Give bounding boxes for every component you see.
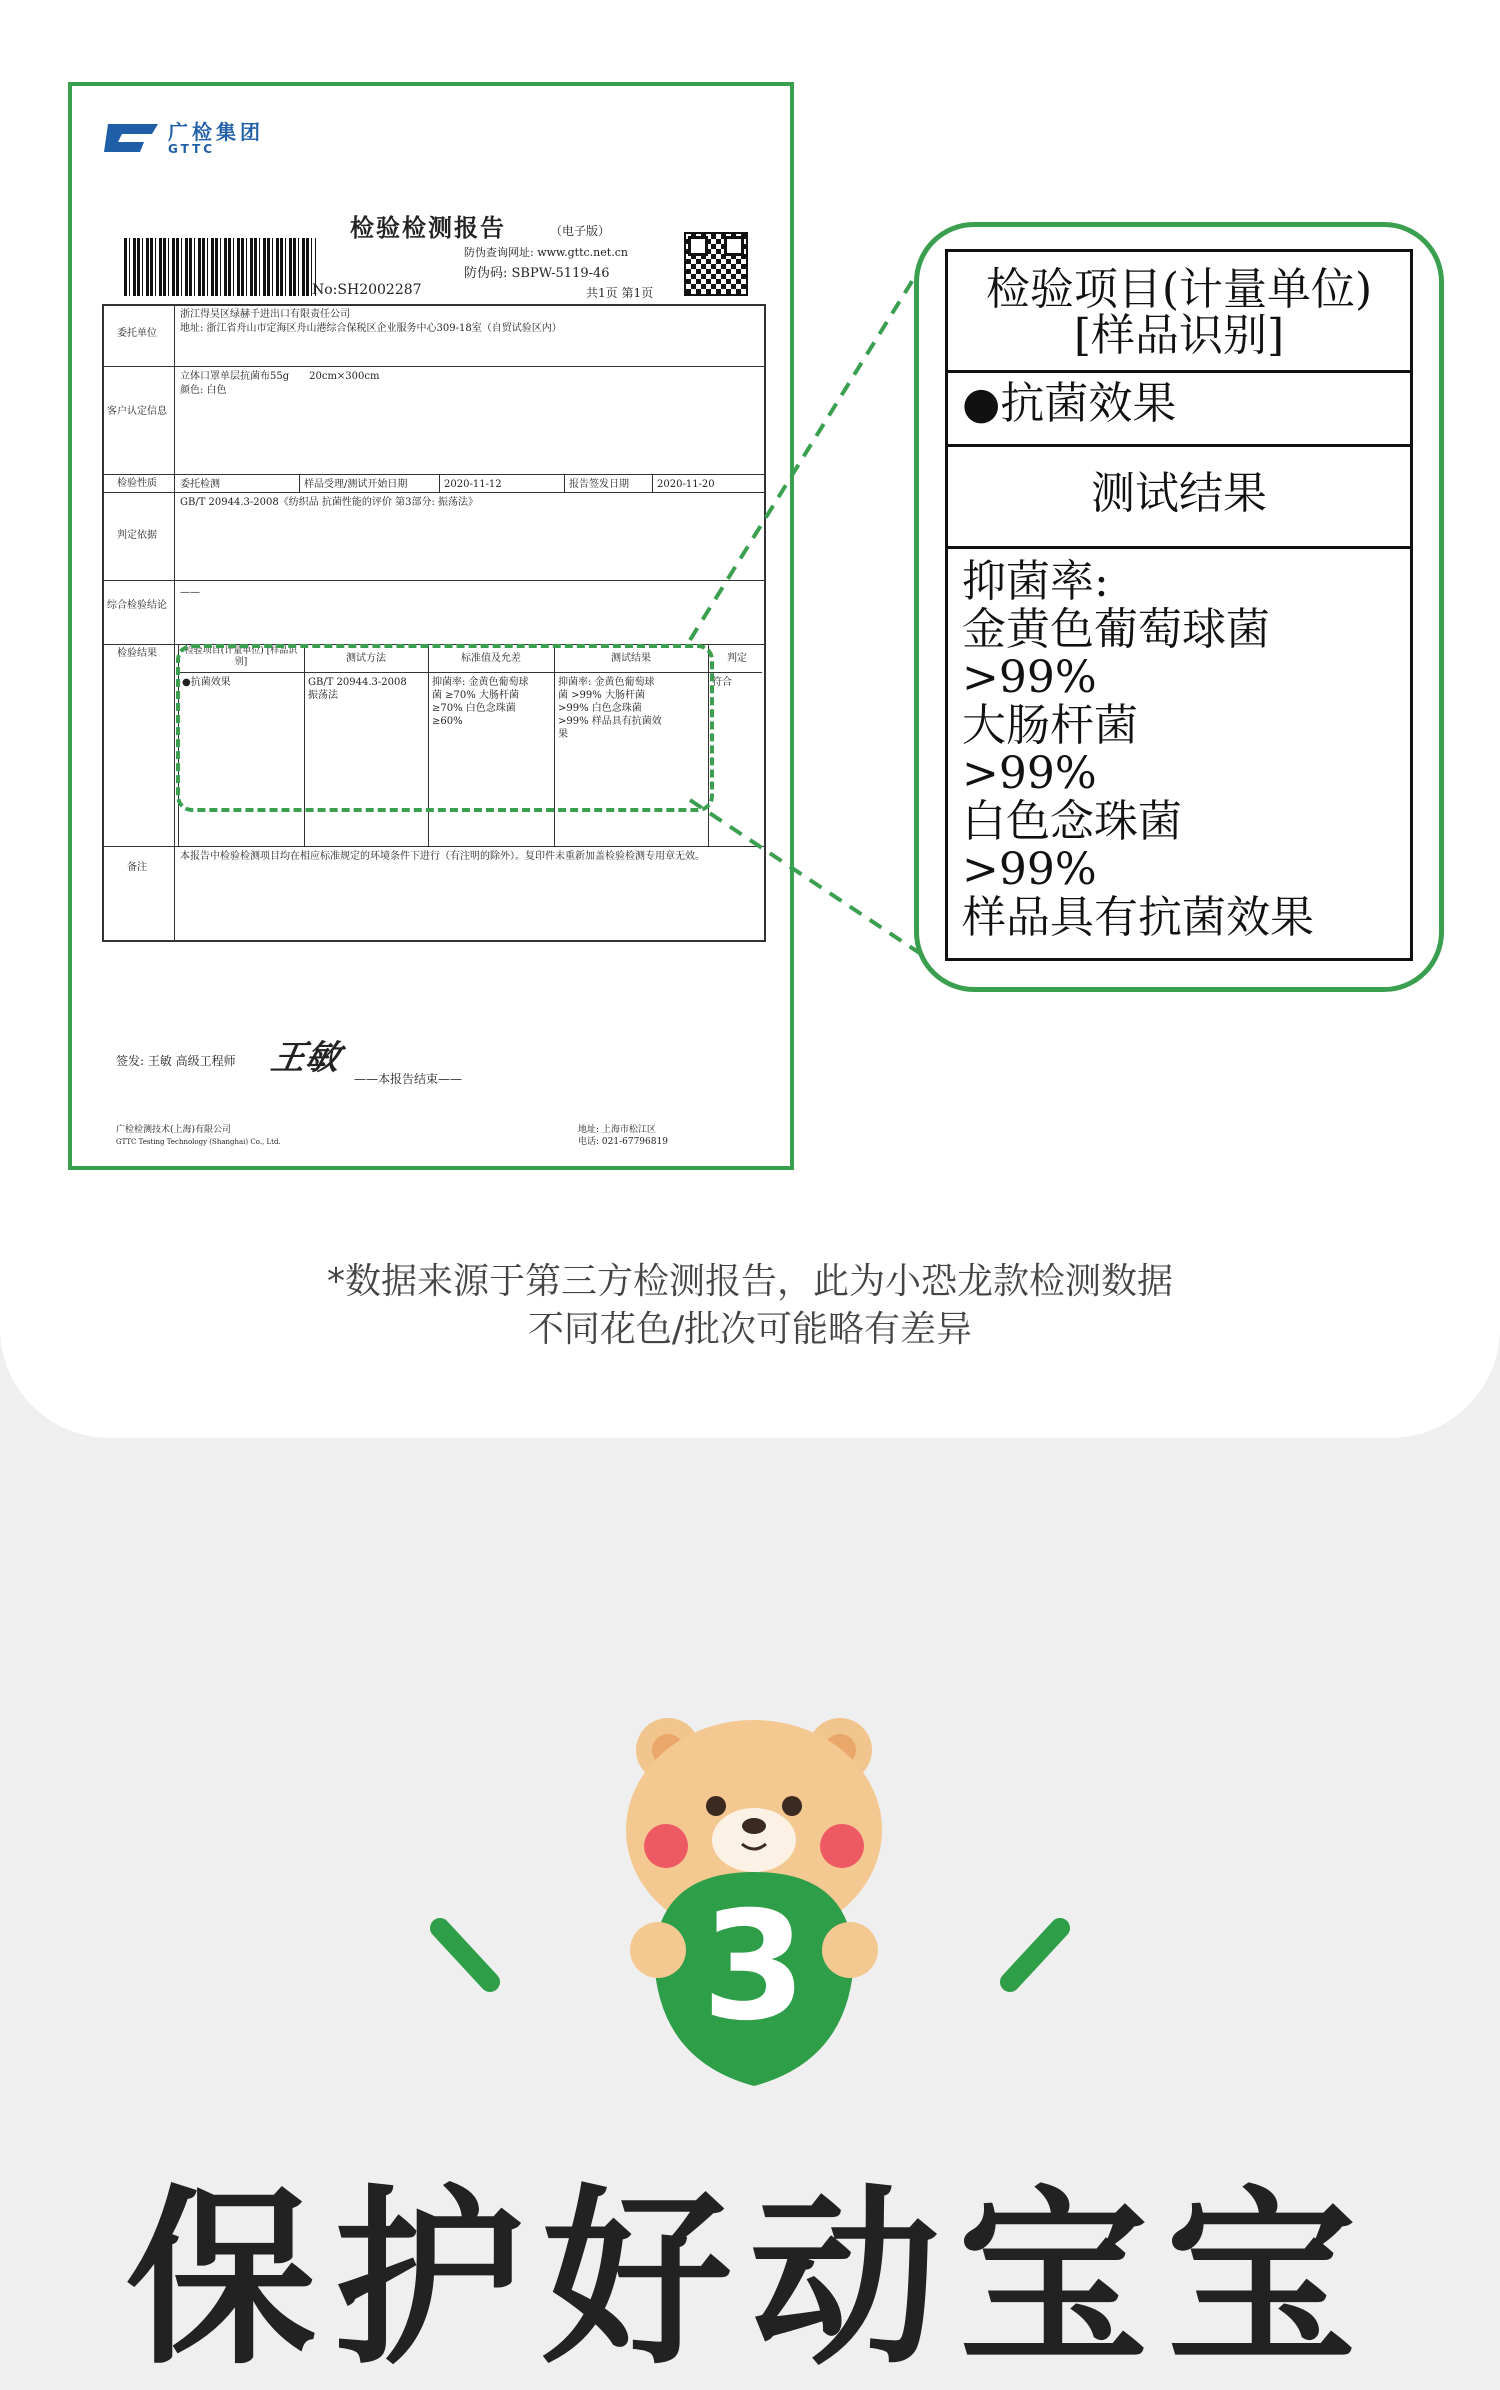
signature: 王敏 — [267, 1038, 343, 1078]
zoom-item: ●抗菌效果 — [962, 378, 1177, 429]
remarks-label: 备注 — [127, 862, 147, 873]
received-label: 样品受理/测试开始日期 — [304, 479, 408, 490]
page-count: 共1页 第1页 — [586, 286, 654, 300]
zoom-result-line: 样品具有抗菌效果 — [962, 892, 1314, 943]
row-item: ●抗菌效果 — [182, 677, 231, 688]
signoff: 签发: 王敏 高级工程师 — [116, 1054, 236, 1068]
report-company — [116, 1124, 281, 1148]
report-end-mark: ——本报告结束—— — [354, 1072, 463, 1086]
zoom-result-line: >99% — [962, 748, 1097, 799]
basis-label: 判定依据 — [117, 530, 157, 541]
sample-color: 颜色: 白色 — [180, 385, 227, 396]
issue-date: 2020-11-20 — [657, 479, 715, 490]
address: 地址: 上海市松江区 — [578, 1125, 656, 1135]
bear-mascot-icon — [430, 1700, 1070, 2140]
report-number: No:SH2002287 — [312, 282, 422, 298]
badge-number: 3 — [701, 1880, 807, 2054]
logo-text-en: GTTC — [168, 142, 216, 156]
row-judge: 符合 — [712, 677, 732, 688]
remarks-value: 本报告中检验检测项目均在相应标准规定的环境条件下进行（有注明的除外）。复印件未重新加盖检验检测专用章无效。 — [180, 851, 705, 862]
conclusion-value: —— — [180, 587, 200, 598]
col-judge: 判定 — [727, 653, 747, 664]
zoom-result-line: >99% — [962, 844, 1097, 895]
row-standard: 抑菌率: 金黄色葡萄球菌 ≥70% 大肠杆菌 ≥70% 白色念珠菌 ≥60% — [432, 677, 529, 727]
nature-value: 委托检测 — [180, 479, 220, 490]
row-method: GB/T 20944.3-2008 振荡法 — [308, 677, 407, 701]
received-date: 2020-11-12 — [444, 479, 502, 490]
company-name: 广检检测技术(上海)有限公司 — [116, 1125, 232, 1135]
zoom-result-header: 测试结果 — [1091, 468, 1267, 519]
zoom-result-line: 金黄色葡萄球菌 — [962, 604, 1270, 655]
client-name: 浙江得昊区绿赫千进出口有限责任公司 — [180, 309, 350, 320]
zoom-result-line: >99% — [962, 652, 1097, 703]
headline: 保护好动宝宝 — [125, 2169, 1374, 2390]
col-standard: 标准值及允差 — [461, 653, 521, 664]
logo-text-cn: 广检集团 — [168, 120, 264, 144]
customer-label: 客户认定信息 — [107, 406, 167, 417]
zoomed-result-box — [914, 222, 1444, 992]
nature-label: 检验性质 — [117, 478, 157, 489]
zoom-result-line: 大肠杆菌 — [962, 700, 1138, 751]
report-subtitle: （电子版） — [550, 224, 611, 238]
col-item: 检验项目(计量单位) [样品识别] — [184, 646, 298, 667]
issue-label: 报告签发日期 — [569, 479, 629, 490]
sample-name: 立体口罩单层抗菌布55g 20cm×300cm — [180, 371, 380, 382]
phone: 电话: 021-67796819 — [578, 1137, 668, 1147]
anti-fake-url: 防伪查询网址: www.gttc.net.cn — [464, 246, 628, 259]
report-address — [578, 1124, 668, 1148]
basis-value: GB/T 20944.3-2008《纺织品 抗菌性能的评价 第3部分: 振荡法》 — [180, 497, 479, 508]
zoom-result-line: 抑菌率: — [962, 556, 1109, 607]
col-method: 测试方法 — [346, 653, 386, 664]
conclusion-label: 综合检验结论 — [107, 600, 167, 611]
footnote-line2: 不同花色/批次可能略有差异 — [527, 1309, 973, 1350]
client-address: 地址: 浙江省舟山市定海区舟山港综合保税区企业服务中心309-18室（自贸试验区内） — [180, 323, 562, 334]
results-label: 检验结果 — [117, 648, 157, 659]
zoom-header-line1: 检验项目(计量单位) — [985, 264, 1373, 315]
client-label: 委托单位 — [117, 328, 157, 339]
footnote-line1: *数据来源于第三方检测报告，此为小恐龙款检测数据 — [326, 1261, 1173, 1302]
row-result: 抑菌率: 金黄色葡萄球菌 >99% 大肠杆菌 >99% 白色念珠菌 >99% 样品具有抗菌效果 — [558, 677, 662, 740]
anti-fake-code: 防伪码: SBPW-5119-46 — [464, 266, 610, 281]
company-name-en: GTTC Testing Technology (Shanghai) Co., Ltd. — [116, 1138, 281, 1146]
zoom-result-line: 白色念珠菌 — [962, 796, 1182, 847]
zoom-header-line2: [样品识别] — [1073, 310, 1285, 361]
report-title: 检验检测报告 — [350, 213, 506, 242]
zoomed-table — [945, 249, 1413, 961]
col-result: 测试结果 — [611, 653, 651, 664]
